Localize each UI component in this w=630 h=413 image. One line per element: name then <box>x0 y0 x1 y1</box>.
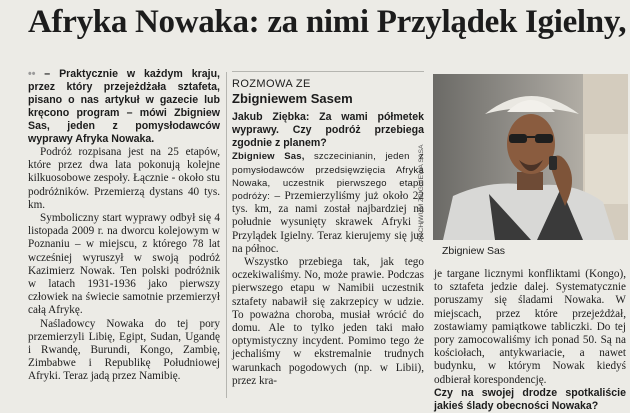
answer-role: szczecinianin, jeden z pomysłodawców przedsięwzięcia Afryka Nowaka, uczestnik pierwszego etapu podróży: <box>232 151 424 203</box>
portrait-illustration <box>433 74 628 240</box>
answer-1 <box>232 150 424 256</box>
question-text: Za wami półmetek wyprawy. Czy podróż przebiega zgodnie z planem? <box>232 111 424 150</box>
column-divider <box>226 72 227 398</box>
body-paragraph: Podróż rozpisana jest na 25 etapów, które przez dwa lata pokonują kolejne kilkuosobowe zespoły. Łącznie - około stu podróżników. Przemierzą dystans 40 tys. km. <box>28 146 220 211</box>
portrait-photo <box>433 74 628 240</box>
body-paragraph: Naśladowcy Nowaka do tej pory przemierzyli Libię, Egipt, Sudan, Ugandę i Rwandę, Burundi, Kongo, Zambię, Zimbabwe i Republikę Południowej Afryki. Teraz jadą przez Namibię. <box>28 317 220 383</box>
body-paragraph: Symboliczny start wyprawy odbył się 4 listopada 2009 r. na dworcu kolejowym w Poznaniu – w miejscu, z którego 78 lat wcześniej wyruszył w swoją podróż Kazimierz Nowak. Ten polski podróżnik w latach 1931-1936 jako pierwszy człowiek na świecie samotnie przemierzył całą Afrykę. <box>28 212 220 317</box>
intro-column <box>28 68 220 384</box>
lead-bullet-mark: •• <box>28 68 36 80</box>
answer-2: Wszystko przebiega tak, jak tego oczekiwaliśmy. No, może prawie. Podczas pierwszego etapu w Namibii uczestnik sztafety nabawił się zakrzepicy w udzie. To poważna choroba, musiał wrócić do domu. Ale to tylko jeden taki mało optymistyczny incydent. Pomimo tego że jechaliśmy w ekstremalnie trudnych warunkach pogodowych (np. w Libii), przez kra- <box>232 256 424 387</box>
question-2: Czy na swojej drodze spotkaliście jakieś ślady obecności Nowaka? <box>434 386 626 412</box>
photo-caption: Zbigniew Sas <box>442 245 506 257</box>
interviewee-name: Zbigniewem Sasem <box>232 91 353 107</box>
question-author: Jakub Ziębka: <box>232 111 310 124</box>
answer-author: Zbigniew Sas, <box>232 151 305 163</box>
interview-top-rule <box>232 71 424 72</box>
answer-text: – Przemierzyliśmy już około 22 tys. km, za nami został najbardziej na południe wysunięty skrawek Afryki - Przylądek Igielny. Teraz kierujemy się już na północ. <box>232 190 424 255</box>
interview-kicker: ROZMOWA ZE <box>232 78 311 90</box>
photo-credit: ARCHIWUM ZBIGNIEWA SASA <box>418 144 425 242</box>
lead-text: – Praktycznie w każdym kraju, przez który przejeżdżała sztafeta, pisano o nas artykuł w gazecie lub kręcono program – mówi Zbigniew Sas, jeden z pomysłodawców wyprawy Afryka Nowaka. <box>28 68 220 145</box>
interview-column <box>232 74 424 388</box>
continuation-paragraph: je targane licznymi konfliktami (Kongo), to sztafeta jedzie dalej. Systematycznie poruszamy się śladami Nowaka. W miejscach, przez które przejeżdżał, zostawiamy pamiątkowe tabliczki. Do tej pory zamocowaliśmy ich ponad 50. Są na kościołach, antykwariacie, a nawet budynku, w którym Nowak kiedyś odbierał korespondencję. <box>434 268 626 386</box>
question-1 <box>232 111 424 150</box>
lead-paragraph <box>28 68 220 146</box>
headline: Afryka Nowaka: za nimi Przylądek Igielny, <box>28 4 627 40</box>
continuation-column <box>434 268 626 413</box>
